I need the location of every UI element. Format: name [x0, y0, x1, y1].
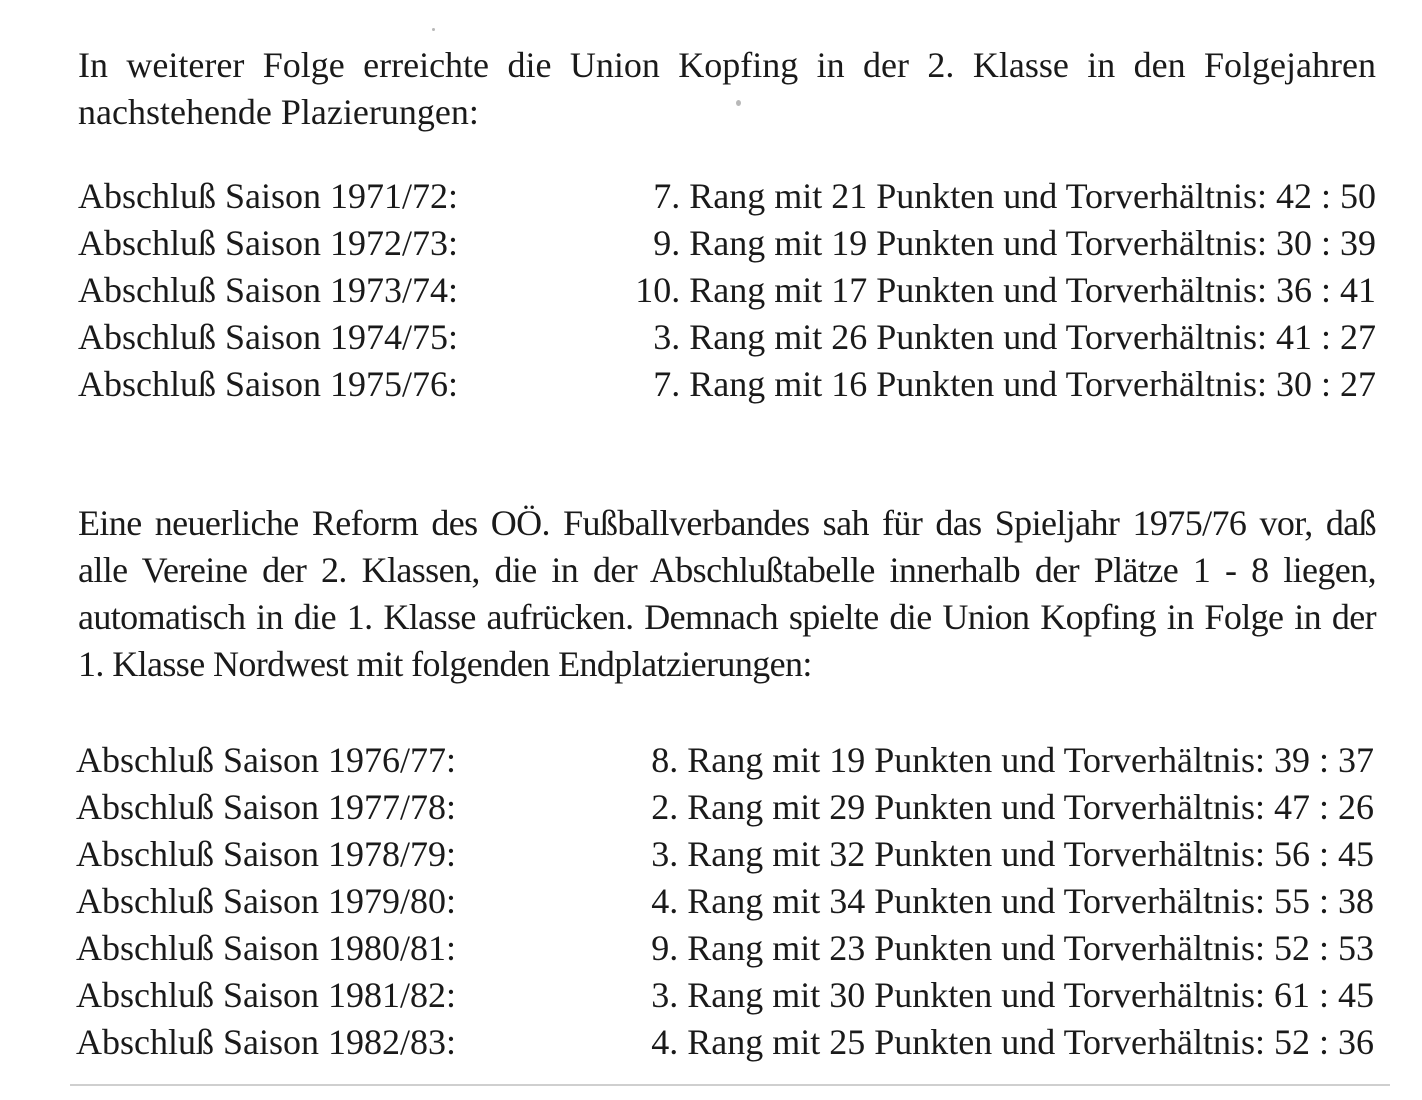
season-result: 4. Rang mit 34 Punkten und Torverhältnis: 55 : 38 — [651, 881, 1374, 921]
season-label: Abschluß Saison 1971/72: — [78, 176, 459, 216]
season-label: Abschluß Saison 1979/80: — [76, 881, 457, 921]
reform-paragraph: Eine neuerliche Reform des OÖ. Fußballverbandes sah für das Spieljahr 1975/76 vor, daß alle Vereine der 2. Klassen, die in der Abschlußtabelle innerhalb der Plätze 1 - 8 liegen, automatisch in die 1. Klasse aufrücken. Demnach spielte die Union Kopfing in Folge in der 1. Klasse Nordwest mit folgenden Endplatzierungen: — [78, 503, 1376, 684]
season-result: 9. Rang mit 19 Punkten und Torverhältnis: 30 : 39 — [653, 223, 1376, 263]
season-row — [78, 267, 1376, 314]
season-result: 7. Rang mit 16 Punkten und Torverhältnis: 30 : 27 — [653, 364, 1376, 404]
season-label: Abschluß Saison 1982/83: — [76, 1022, 457, 1062]
season-label: Abschluß Saison 1972/73: — [78, 223, 459, 263]
season-result: 3. Rang mit 30 Punkten und Torverhältnis: 61 : 45 — [651, 975, 1374, 1015]
season-label: Abschluß Saison 1977/78: — [76, 787, 457, 827]
season-row — [76, 878, 1374, 925]
season-row — [76, 831, 1374, 878]
season-result: 8. Rang mit 19 Punkten und Torverhältnis: 39 : 37 — [651, 740, 1374, 780]
season-result: 7. Rang mit 21 Punkten und Torverhältnis: 42 : 50 — [653, 176, 1376, 216]
season-row — [78, 220, 1376, 267]
season-label: Abschluß Saison 1981/82: — [76, 975, 457, 1015]
season-label: Abschluß Saison 1980/81: — [76, 928, 457, 968]
season-result: 9. Rang mit 23 Punkten und Torverhältnis: 52 : 53 — [651, 928, 1374, 968]
season-result: 4. Rang mit 25 Punkten und Torverhältnis: 52 : 36 — [651, 1022, 1374, 1062]
scan-speck — [432, 28, 435, 31]
season-row — [78, 361, 1376, 408]
season-label: Abschluß Saison 1973/74: — [78, 270, 459, 310]
first-class-season-list — [76, 737, 1374, 1066]
season-row — [78, 314, 1376, 361]
season-row — [76, 784, 1374, 831]
season-row — [76, 1019, 1374, 1066]
second-class-season-list — [78, 173, 1376, 408]
page-bottom-rule — [70, 1084, 1390, 1086]
season-row — [76, 737, 1374, 784]
season-result: 2. Rang mit 29 Punkten und Torverhältnis: 47 : 26 — [651, 787, 1374, 827]
season-label: Abschluß Saison 1978/79: — [76, 834, 457, 874]
season-result: 3. Rang mit 32 Punkten und Torverhältnis: 56 : 45 — [651, 834, 1374, 874]
season-result: 10. Rang mit 17 Punkten und Torverhältnis: 36 : 41 — [635, 270, 1376, 310]
season-label: Abschluß Saison 1976/77: — [76, 740, 457, 780]
intro-paragraph: In weiterer Folge erreichte die Union Kopfing in der 2. Klasse in den Folgejahren nachstehende Plazierungen: — [78, 45, 1376, 132]
season-row — [76, 972, 1374, 1019]
season-label: Abschluß Saison 1974/75: — [78, 317, 459, 357]
season-result: 3. Rang mit 26 Punkten und Torverhältnis: 41 : 27 — [653, 317, 1376, 357]
season-label: Abschluß Saison 1975/76: — [78, 364, 459, 404]
season-row — [76, 925, 1374, 972]
season-row — [78, 173, 1376, 220]
